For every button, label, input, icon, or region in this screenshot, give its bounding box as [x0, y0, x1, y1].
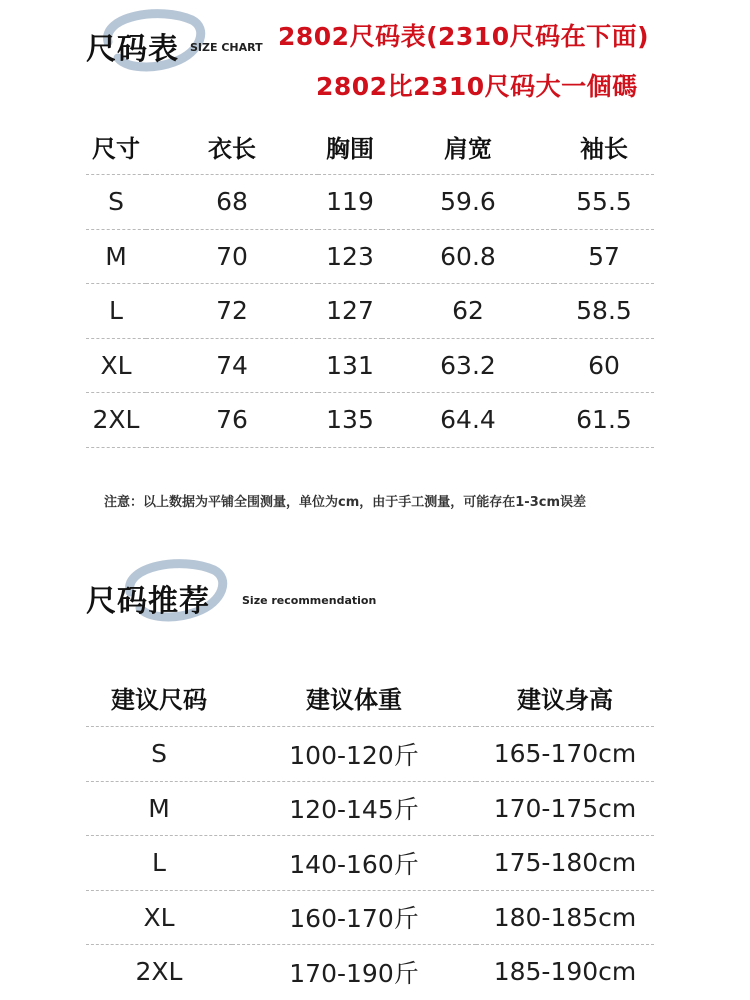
header-cell: 肩宽: [444, 134, 492, 163]
red-note-2: 2802比2310尺码大一個碼: [316, 72, 638, 101]
table-cell: 123: [318, 229, 382, 284]
table-cell: 180-185cm: [476, 890, 654, 945]
table-cell: 175-180cm: [476, 836, 654, 891]
table-cell: 2XL: [86, 945, 232, 999]
table-cell: XL: [86, 890, 232, 945]
table-cell: M: [86, 781, 232, 836]
table-row: [86, 727, 654, 782]
table-row: [86, 890, 654, 945]
size-chart-title: 尺码表: [86, 32, 179, 67]
table-row: [86, 229, 654, 284]
table-row: [86, 393, 654, 448]
table-cell: 170-175cm: [476, 781, 654, 836]
header-cell: 尺寸: [92, 134, 140, 163]
table-cell: 63.2: [382, 338, 554, 393]
red-note-1: 2802尺码表(2310尺码在下面): [278, 22, 650, 51]
table-cell: 60: [554, 338, 654, 393]
table-cell: L: [86, 836, 232, 891]
table-cell: 57: [554, 229, 654, 284]
table-cell: 165-170cm: [476, 727, 654, 782]
table-cell: 59.6: [382, 175, 554, 230]
header-cell: 衣长: [208, 134, 256, 163]
table-cell: 120-145斤: [232, 781, 476, 836]
table-cell: 100-120斤: [232, 727, 476, 782]
header-cell: 袖长: [580, 134, 628, 163]
table-cell: 135: [318, 393, 382, 448]
table-cell: 185-190cm: [476, 945, 654, 999]
table-cell: 58.5: [554, 284, 654, 339]
table-cell: 72: [146, 284, 318, 339]
header-cell: 建议身高: [517, 685, 613, 714]
table-row: [86, 338, 654, 393]
table-header-row: [86, 668, 654, 727]
table-cell: S: [86, 175, 146, 230]
recommendation-table: [86, 668, 654, 999]
table-cell: 2XL: [86, 393, 146, 448]
table-cell: 68: [146, 175, 318, 230]
table-cell: XL: [86, 338, 146, 393]
header-cell: 胸围: [326, 134, 374, 163]
table-cell: 70: [146, 229, 318, 284]
header-cell: 建议尺码: [111, 685, 207, 714]
table-cell: 160-170斤: [232, 890, 476, 945]
size-chart-subtitle: SIZE CHART: [190, 41, 263, 54]
table-cell: 74: [146, 338, 318, 393]
table-cell: 64.4: [382, 393, 554, 448]
table-cell: 76: [146, 393, 318, 448]
table-cell: M: [86, 229, 146, 284]
table-row: [86, 284, 654, 339]
recommendation-subtitle: Size recommendation: [242, 594, 377, 607]
table-row: [86, 945, 654, 999]
table-row: [86, 781, 654, 836]
table-header-row: [86, 118, 654, 175]
table-cell: 140-160斤: [232, 836, 476, 891]
table-cell: 61.5: [554, 393, 654, 448]
recommendation-title: 尺码推荐: [86, 584, 210, 619]
table-cell: 62: [382, 284, 554, 339]
table-cell: L: [86, 284, 146, 339]
table-row: [86, 836, 654, 891]
table-cell: 119: [318, 175, 382, 230]
table-cell: 170-190斤: [232, 945, 476, 999]
table-cell: 55.5: [554, 175, 654, 230]
table-bottom-rule: [86, 447, 654, 449]
table-row: [86, 175, 654, 230]
table-cell: 60.8: [382, 229, 554, 284]
size-chart-table: [86, 118, 654, 449]
table-cell: 127: [318, 284, 382, 339]
measurement-note: 注意：以上数据为平铺全围测量，单位为cm，由于手工测量，可能存在1-3cm误差: [104, 495, 586, 510]
table-cell: S: [86, 727, 232, 782]
table-cell: 131: [318, 338, 382, 393]
header-cell: 建议体重: [306, 685, 402, 714]
